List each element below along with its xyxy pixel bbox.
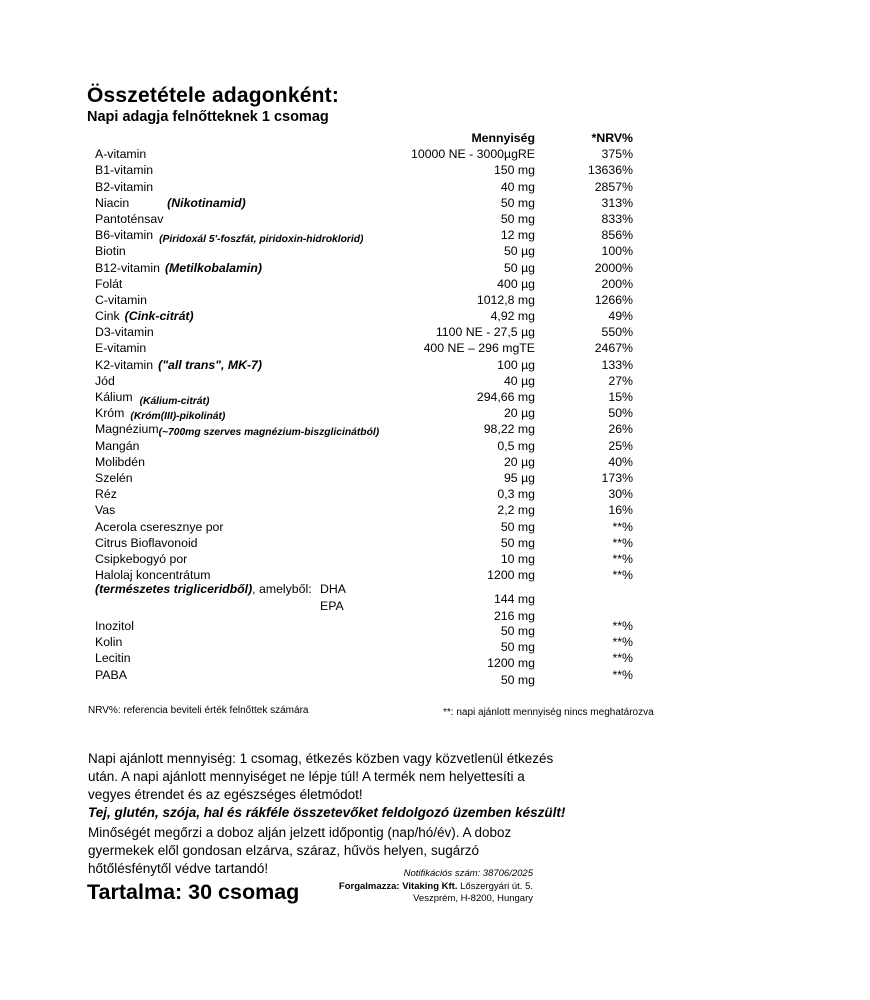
ingredient-name xyxy=(95,196,385,210)
ingredient-name xyxy=(95,406,385,422)
ingredient-name xyxy=(95,536,385,550)
ingredient-name-part: DHA xyxy=(320,582,346,597)
table-row xyxy=(95,147,633,163)
ingredient-name-part: K2-vitamin xyxy=(95,357,154,372)
nrv-value: 50% xyxy=(608,406,633,421)
nrv-value: 375% xyxy=(601,147,633,162)
ingredient-name xyxy=(95,261,385,275)
table-row xyxy=(95,293,633,309)
amount-value: 400 NE – 296 mgTE xyxy=(423,341,535,356)
nrv-value: 16% xyxy=(608,503,633,518)
table-row xyxy=(95,163,633,179)
footnote-asterisks: **: napi ajánlott mennyiség nincs meghatározva xyxy=(443,707,654,718)
ingredient-name xyxy=(95,163,385,177)
allergen-warning: Tej, glutén, szója, hal és rákféle összetevőket feldolgozó üzemben készült! xyxy=(88,805,566,820)
amount-value: 1200 mg xyxy=(487,568,535,583)
table-row xyxy=(95,341,633,357)
amount-value: 50 µg xyxy=(503,244,535,259)
table-row xyxy=(95,455,633,471)
nrv-value: 856% xyxy=(601,228,633,243)
ingredient-name-part: (Piridoxál 5'-foszfát, piridoxin-hidroklorid) xyxy=(159,234,364,246)
ingredient-name-part: (Króm(III)-pikolinát) xyxy=(130,411,226,423)
table-row xyxy=(95,651,633,671)
amount-value: 216 mg xyxy=(493,609,535,624)
nrv-value: **% xyxy=(612,568,633,583)
storage-instructions: Minőségét megőrzi a doboz alján jelzett időpontig (nap/hó/év). A doboz gyermekek elől gondosan elzárva, száraz, hűvös helyen, sugárzó hőtőlésfénytől védve tartandó! xyxy=(88,825,512,876)
ingredient-name xyxy=(95,568,385,582)
nrv-value: 13636% xyxy=(587,163,633,178)
distributor-street: Lőszergyári út. 5. xyxy=(457,880,533,892)
table-row xyxy=(95,667,633,687)
ingredient-name xyxy=(95,309,385,323)
ingredient-name-part: Csipkebogyó por xyxy=(95,551,188,566)
ingredient-name xyxy=(95,358,385,372)
amount-value: 10 mg xyxy=(500,551,535,566)
table-row xyxy=(95,406,633,422)
table-row xyxy=(95,536,633,552)
ingredient-name-part: (~700mg szerves magnézium-biszglicinátból) xyxy=(158,427,380,439)
nrv-value: 313% xyxy=(601,195,633,210)
ingredient-name xyxy=(95,439,385,453)
ingredient-name xyxy=(95,374,385,388)
header-amount: Mennyiség xyxy=(471,131,535,145)
table-row xyxy=(95,358,633,374)
nrv-value: **% xyxy=(612,535,633,550)
ingredient-name-part: Magnézium xyxy=(95,422,159,437)
amount-value: 50 mg xyxy=(500,195,535,210)
amount-value: 50 µg xyxy=(503,260,535,275)
ingredient-name xyxy=(95,293,385,307)
usage-text: Napi ajánlott mennyiség: 1 csomag, étkezés közben vagy közvetlenül étkezés után. A napi ajánlott mennyiséget ne lépje túl! A termék nem helyettesíti a vegyes étrendet és az egészséges életmódot! xyxy=(88,751,554,802)
amount-value: 98,22 mg xyxy=(483,422,535,437)
ingredient-name xyxy=(95,651,385,665)
table-row xyxy=(95,180,633,196)
ingredient-name xyxy=(95,635,385,649)
ingredient-name-part: Kolin xyxy=(95,635,123,650)
table-row xyxy=(95,212,633,228)
amount-value: 294,66 mg xyxy=(476,390,535,404)
ingredient-name xyxy=(95,180,385,194)
nrv-value: 2467% xyxy=(594,341,633,356)
nrv-value: 173% xyxy=(601,470,633,485)
ingredient-name xyxy=(95,455,385,469)
amount-value: 20 µg xyxy=(503,406,535,421)
amount-value: 4,92 mg xyxy=(490,309,535,324)
table-row xyxy=(95,503,633,519)
amount-value: 50 mg xyxy=(500,519,535,534)
ingredient-name xyxy=(95,244,385,258)
amount-value: 20 µg xyxy=(503,454,535,469)
nrv-value: 1266% xyxy=(594,292,633,307)
ingredient-name-part: Jód xyxy=(95,373,115,388)
ingredient-name-part: Mangán xyxy=(95,438,140,453)
nrv-value: 25% xyxy=(608,438,633,453)
table-row xyxy=(95,228,633,244)
amount-value: 40 mg xyxy=(500,179,535,194)
nrv-value: 200% xyxy=(601,276,633,291)
amount-value: 144 mg xyxy=(493,592,535,607)
ingredient-name-part: Halolaj koncentrátum xyxy=(95,568,211,583)
ingredient-name xyxy=(95,277,385,291)
ingredient-name-part: Citrus Bioflavonoid xyxy=(95,535,198,550)
amount-value: 50 mg xyxy=(500,535,535,550)
ingredient-name-part: EPA xyxy=(320,599,344,614)
notification-number: Notifikációs szám: 38706/2025 xyxy=(403,868,533,879)
footnote-nrv: NRV%: referencia beviteli érték felnőttek számára xyxy=(88,705,309,716)
ingredient-name xyxy=(95,619,385,633)
table-row xyxy=(95,196,633,212)
table-row xyxy=(95,439,633,455)
amount-value: 1200 mg xyxy=(487,656,535,671)
ingredient-name-part: C-vitamin xyxy=(95,292,147,307)
ingredient-name-part: (természetes trigliceridből) xyxy=(95,582,253,597)
table-row xyxy=(95,635,633,655)
ingredient-name-part: B6-vitamin xyxy=(95,228,154,243)
ingredient-name-part: ("all trans", MK-7) xyxy=(158,357,262,372)
distributor-line xyxy=(339,881,533,894)
amount-value: 1100 NE - 27,5 µg xyxy=(435,325,535,340)
ingredient-name-part: E-vitamin xyxy=(95,341,147,356)
nrv-value: 133% xyxy=(601,357,633,372)
ingredient-name xyxy=(95,471,385,485)
ingredient-name-part: Vas xyxy=(95,503,116,518)
table-row xyxy=(95,471,633,487)
nrv-value: 550% xyxy=(601,325,633,340)
nrv-value: 49% xyxy=(608,309,633,324)
nrv-value: 2000% xyxy=(594,260,633,275)
table-row xyxy=(95,244,633,260)
ingredient-name-part: Cink xyxy=(95,309,120,324)
distributor-info xyxy=(339,868,533,906)
ingredient-name-part: (Nikotinamid) xyxy=(167,195,246,210)
nrv-value: **% xyxy=(612,551,633,566)
ingredient-name-part: Réz xyxy=(95,487,117,502)
distributor-city: Veszprém, H-8200, Hungary xyxy=(413,893,533,904)
ingredient-name-part: B1-vitamin xyxy=(95,163,154,178)
nrv-value: 100% xyxy=(601,244,633,259)
nutrition-table-rows xyxy=(95,147,633,687)
table-row xyxy=(95,568,633,582)
ingredient-name-part: Biotin xyxy=(95,244,126,259)
ingredient-name-part: (Kálium-citrát) xyxy=(139,396,210,407)
ingredient-name xyxy=(95,520,385,534)
nrv-value: 833% xyxy=(601,211,633,226)
ingredient-name-part: Inozitol xyxy=(95,619,134,634)
table-row xyxy=(95,390,633,406)
ingredient-name xyxy=(95,487,385,501)
amount-value: 50 mg xyxy=(500,640,535,655)
amount-value: 50 mg xyxy=(500,624,535,639)
table-row xyxy=(95,487,633,503)
amount-value: 12 mg xyxy=(500,228,535,243)
table-row xyxy=(95,552,633,568)
ingredient-name-part: , amelyből: xyxy=(252,582,312,597)
amount-value: 100 µg xyxy=(497,357,535,372)
nrv-value: 30% xyxy=(608,487,633,502)
nrv-value: 26% xyxy=(608,422,633,437)
table-row xyxy=(95,374,633,390)
ingredient-name-part: Molibdén xyxy=(95,454,145,469)
ingredient-name-part: PABA xyxy=(95,667,127,682)
nrv-value: 2857% xyxy=(594,179,633,194)
amount-value: 1012,8 mg xyxy=(476,292,535,307)
ingredient-name-part: (Metilkobalamin) xyxy=(164,260,262,275)
ingredient-name xyxy=(95,147,385,161)
table-row xyxy=(95,325,633,341)
distributor-name: Forgalmazza: Vitaking Kft. xyxy=(338,880,458,892)
ingredient-name xyxy=(95,390,385,406)
nrv-value: 40% xyxy=(608,454,633,469)
table-header-row xyxy=(95,131,633,147)
ingredient-name xyxy=(95,325,385,339)
ingredient-name xyxy=(95,341,385,355)
ingredient-name xyxy=(95,422,385,438)
ingredient-name-part: Folát xyxy=(95,276,123,291)
ingredient-name-part: Pantoténsav xyxy=(95,211,164,226)
table-row xyxy=(95,261,633,277)
nutrition-table xyxy=(95,131,633,687)
ingredient-name-part: Acerola cseresznye por xyxy=(95,519,224,534)
ingredient-name-part: Króm xyxy=(95,406,125,421)
package-contents: Tartalma: 30 csomag xyxy=(87,880,300,904)
amount-value: 95 µg xyxy=(503,470,535,485)
ingredient-name-part: Niacin xyxy=(95,195,130,210)
ingredient-name-part: B12-vitamin xyxy=(95,260,160,275)
amount-value: 10000 NE - 3000µgRE xyxy=(411,147,535,162)
ingredient-name xyxy=(95,503,385,517)
table-row xyxy=(95,422,633,438)
amount-value: 50 mg xyxy=(500,672,535,687)
nrv-value: 15% xyxy=(608,390,633,404)
table-row xyxy=(95,277,633,293)
nrv-value: **% xyxy=(612,619,633,634)
ingredient-name xyxy=(95,582,385,596)
nrv-value: **% xyxy=(612,667,633,682)
ingredient-name xyxy=(95,668,385,682)
nrv-value: **% xyxy=(612,651,633,666)
page-subtitle: Napi adagja felnőtteknek 1 csomag xyxy=(87,109,329,125)
table-row xyxy=(95,599,633,624)
usage-instructions xyxy=(88,750,566,822)
ingredient-name xyxy=(95,212,385,226)
ingredient-name-part: Lecitin xyxy=(95,651,131,666)
ingredient-name-part: D3-vitamin xyxy=(95,325,154,340)
ingredient-name-part: Szelén xyxy=(95,470,133,485)
nrv-value: 27% xyxy=(608,373,633,388)
table-row xyxy=(95,619,633,639)
amount-value: 40 µg xyxy=(503,373,535,388)
ingredient-name xyxy=(95,552,385,566)
nrv-value: **% xyxy=(612,519,633,534)
ingredient-name-part: (Cink-citrát) xyxy=(124,309,194,324)
amount-value: 150 mg xyxy=(493,163,535,178)
amount-value: 0,3 mg xyxy=(497,487,535,502)
ingredient-name-part: B2-vitamin xyxy=(95,179,154,194)
table-row xyxy=(95,520,633,536)
ingredient-name-part: A-vitamin xyxy=(95,147,147,162)
amount-value: 50 mg xyxy=(500,211,535,226)
amount-value: 2,2 mg xyxy=(497,503,535,518)
nrv-value: **% xyxy=(612,635,633,650)
ingredient-name-part: Kálium xyxy=(95,390,133,404)
amount-value: 400 µg xyxy=(497,276,535,291)
amount-value: 0,5 mg xyxy=(497,438,535,453)
ingredient-name xyxy=(95,228,385,244)
page-title: Összetétele adagonként: xyxy=(87,84,340,107)
table-row xyxy=(95,309,633,325)
header-nrv: *NRV% xyxy=(591,131,633,145)
